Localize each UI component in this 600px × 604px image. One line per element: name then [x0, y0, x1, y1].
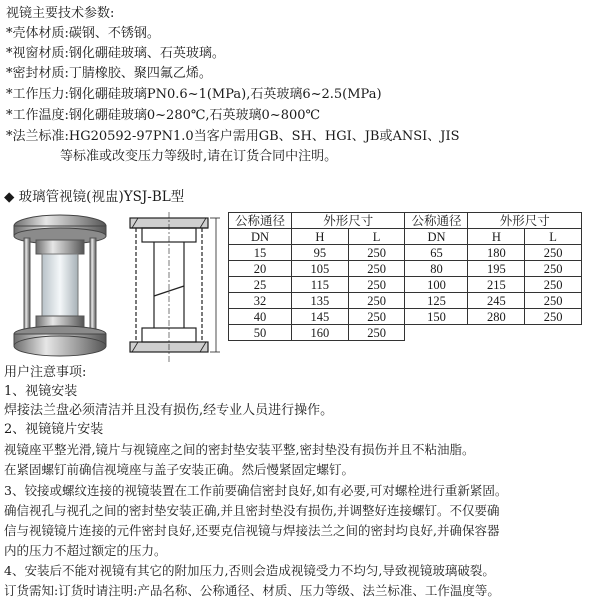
- note-text: 内的压力不超过额定的压力。: [4, 543, 167, 558]
- table-cell: 280: [468, 309, 525, 325]
- table-cell: 40: [229, 309, 292, 325]
- note-heading-install: 1、视镜安装: [4, 384, 78, 399]
- table-row: [229, 261, 582, 277]
- header-h: H: [292, 229, 349, 245]
- product-title: ◆ 玻璃管视镜(视盅)YSJ-BL型: [4, 189, 185, 205]
- table-cell: 250: [348, 325, 405, 341]
- table-cell: [405, 325, 468, 341]
- dimension-table: [228, 212, 582, 341]
- spec-window-material: *视窗材质:钢化硼硅玻璃、石英玻璃。: [6, 46, 225, 61]
- table-header-row: [229, 213, 582, 229]
- note-text: 焊接法兰盘必须清洁并且没有损伤,经专业人员进行操作。: [4, 403, 334, 418]
- note-heading-lens: 2、视镜镜片安装: [4, 422, 104, 437]
- specs-title: 视镜主要技术参数:: [6, 6, 115, 21]
- table-cell: 100: [405, 277, 468, 293]
- table-cell: 180: [468, 245, 525, 261]
- table-cell: 115: [292, 277, 349, 293]
- header-l: L: [348, 229, 405, 245]
- table-cell: 245: [468, 293, 525, 309]
- table-cell: 250: [348, 261, 405, 277]
- table-row: [229, 293, 582, 309]
- table-cell: 105: [292, 261, 349, 277]
- header-outer-dimensions: 外形尺寸: [468, 213, 582, 229]
- spec-shell-material: *壳体材质:碳钢、不锈钢。: [6, 26, 160, 41]
- header-dn: DN: [405, 229, 468, 245]
- table-row: [229, 325, 582, 341]
- note-text: 3、铰接或螺纹连接的视镜装置在工作前要确信密封良好,如有必要,可对螺栓进行重新紧固。: [4, 483, 508, 498]
- table-row: [229, 277, 582, 293]
- table-cell: 20: [229, 261, 292, 277]
- header-nominal-diameter: 公称通径: [229, 213, 292, 229]
- table-cell: 250: [348, 245, 405, 261]
- table-cell: 95: [292, 245, 349, 261]
- table-cell: 15: [229, 245, 292, 261]
- table-cell: 250: [348, 277, 405, 293]
- note-text: 在紧固螺钉前确信视境座与盖子安装正确。然后慢紧固定螺钉。: [4, 462, 355, 477]
- spec-seal-material: *密封材质:丁腈橡胶、聚四氟乙烯。: [6, 66, 212, 81]
- table-cell: 160: [292, 325, 349, 341]
- table-cell: [525, 325, 582, 341]
- note-text: 4、安装后不能对视镜有其它的附加压力,否则会造成视镜受力不均匀,导致视镜玻璃破裂。: [4, 563, 495, 578]
- spec-flange-note: 等标准或改变压力等级时,请在订货合同中注明。: [60, 149, 338, 164]
- spec-flange-standard: *法兰标准:HG20592-97PN1.0当客户需用GB、SH、HGI、JB或ANSI、JIS: [6, 129, 460, 144]
- table-cell: [468, 325, 525, 341]
- table-cell: 250: [348, 293, 405, 309]
- table-cell: 80: [405, 261, 468, 277]
- table-row: [229, 245, 582, 261]
- table-cell: 145: [292, 309, 349, 325]
- table-cell: 250: [525, 309, 582, 325]
- table-cell: 150: [405, 309, 468, 325]
- sight-glass-photo: [6, 212, 114, 360]
- table-cell: 195: [468, 261, 525, 277]
- table-cell: 250: [525, 261, 582, 277]
- table-cell: 65: [405, 245, 468, 261]
- header-h: H: [468, 229, 525, 245]
- table-cell: 250: [525, 245, 582, 261]
- table-cell: 135: [292, 293, 349, 309]
- technical-drawing: [120, 208, 224, 368]
- table-cell: 125: [405, 293, 468, 309]
- table-subheader-row: [229, 229, 582, 245]
- header-dn: DN: [229, 229, 292, 245]
- spec-working-temperature: *工作温度:钢化硼硅玻璃0~280℃,石英玻璃0~800℃: [6, 108, 321, 123]
- notes-title: 用户注意事项:: [4, 365, 87, 380]
- note-text: 视镜座平整光滑,镜片与视镜座之间的密封垫安装平整,密封垫没有损伤并且不粘油脂。: [4, 442, 475, 457]
- note-text: 信与视镜镜片连接的元件密封良好,还要克信视镜与焊接法兰之间的密封均良好,并确保容器: [4, 523, 500, 538]
- table-cell: 250: [525, 277, 582, 293]
- spec-working-pressure: *工作压力:钢化硼硅玻璃PN0.6~1(MPa),石英玻璃6~2.5(MPa): [6, 87, 382, 102]
- order-notice: 订货需知:订货时请注明:产品名称、公称通径、材质、压力等级、法兰标准、工作温度等。: [4, 583, 500, 598]
- table-cell: 215: [468, 277, 525, 293]
- table-cell: 25: [229, 277, 292, 293]
- table-cell: 250: [348, 309, 405, 325]
- header-outer-dimensions: 外形尺寸: [292, 213, 405, 229]
- note-text: 确信视孔与视孔之间的密封垫安装正确,并且密封垫没有损伤,并调整好连接螺钉。不仅要确: [4, 503, 500, 518]
- table-cell: 250: [525, 293, 582, 309]
- table-row: [229, 309, 582, 325]
- table-cell: 32: [229, 293, 292, 309]
- header-l: L: [525, 229, 582, 245]
- table-cell: 50: [229, 325, 292, 341]
- header-nominal-diameter: 公称通径: [405, 213, 468, 229]
